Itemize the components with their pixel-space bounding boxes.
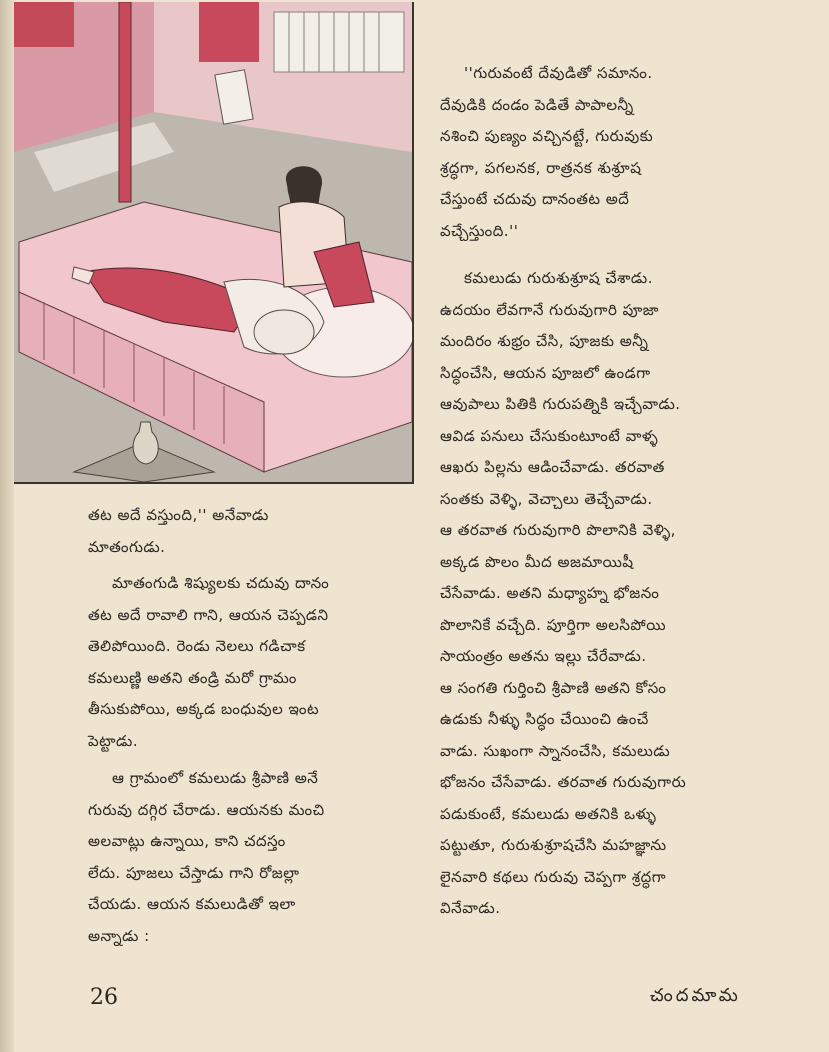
page-spine (0, 0, 14, 1052)
text-line: నశించి పుణ్యం వచ్చినట్టే, గురువుకు (440, 127, 654, 145)
text-line: అలవాట్లు ఉన్నాయి, కాని చదస్తం (88, 832, 286, 850)
text-line: వాడు. సుఖంగా స్నానంచేసి, కమలుడు (440, 741, 671, 760)
text-line: తట అదే వస్తుంది,'' అనేవాడు (88, 506, 269, 524)
text-line: కమలుడు గురుశుశ్రూష చేశాడు. (464, 269, 653, 287)
text-line: తీసుకుపోయి, అక్కడ బంధువుల ఇంట (88, 700, 320, 718)
page-number: 26 (90, 985, 118, 1010)
text-line: వచ్చేస్తుంది.'' (440, 221, 519, 240)
text-line: ఆ గ్రామంలో కమలుడు శ్రీపాణి అనే (112, 769, 319, 787)
text-line: ఆవుపాలు పితికి గురుపత్నికి ఇచ్చేవాడు. (440, 395, 681, 413)
left-paragraph-3 (88, 763, 406, 952)
text-line: పడుకుంటే, కమలుడు అతనికి ఒళ్ళు (440, 804, 657, 823)
text-line: ఆవిడ పనులు చేసుకుంటూంటే వాళ్ళ (440, 426, 659, 445)
text-line: ''గురువంటే దేవుడితో సమానం. (464, 64, 653, 82)
text-line: అక్కడ పొలం మీద అజమాయిషీ (440, 552, 634, 571)
text-line: మందిరం శుభ్రం చేసి, పూజకు అన్నీ (440, 332, 649, 350)
magazine-name: చందమామ (650, 985, 741, 1006)
text-line: చేయడు. ఆయన కమలుడితో ఇలా (88, 895, 296, 913)
text-line: సాయంత్రం అతను ఇల్లు చేరేవాడు. (440, 647, 647, 665)
text-line: పెట్టాడు. (88, 731, 139, 750)
text-line: ఉడుకు నీళ్ళు సిద్ధం చేయించి ఉంచే (440, 710, 649, 728)
text-line: పొలానికే వచ్చేది. పూర్తిగా అలసిపోయి (440, 615, 666, 634)
text-line: గురువు దగ్గిర చేరాడు. ఆయనకు మంచి (88, 800, 325, 819)
text-line: తట అదే రావాలి గాని, ఆయన చెప్పడని (88, 605, 329, 624)
text-line: ఆఖరు పిల్లను ఆడించేవాడు. తరవాత (440, 458, 665, 476)
left-paragraph-1 (88, 500, 406, 563)
text-line: సంతకు వెళ్ళి, వెచ్చాలు తెచ్చేవాడు. (440, 489, 653, 508)
text-line: ఉదయం లేవగానే గురువుగారి పూజా (440, 300, 659, 319)
left-paragraph-2 (88, 568, 406, 757)
text-line: చేసేవాడు. అతని మధ్యాహ్న భోజనం (440, 584, 660, 602)
text-line: చేస్తుంటే చదువు దానంతట అదే (440, 190, 630, 208)
text-line: భోజనం చేసేవాడు. తరవాత గురువుగారు (440, 773, 687, 791)
text-line: మాతంగుడు. (88, 537, 166, 556)
text-line: తెలిపోయింది. రెండు నెలలు గడిచాక (88, 637, 306, 655)
text-line: దేవుడికి దండం పెడితే పాపాలన్నీ (440, 95, 634, 114)
right-paragraph-2 (440, 263, 788, 925)
text-line: శ్రద్ధగా, పగలనక, రాత్రనక శుశ్రూష (440, 158, 642, 177)
text-line: మాతంగుడి శిష్యులకు చదువు దానం (112, 574, 330, 592)
text-line: లేదు. పూజలు చేస్తాడు గాని రోజల్లా (88, 863, 300, 882)
text-line: సిద్ధంచేసి, ఆయన పూజలో ఉండగా (440, 363, 651, 382)
text-line: కమలుణ్ణి అతని తండ్రి మరో గ్రామం (88, 668, 297, 687)
text-line: వినేవాడు. (440, 899, 501, 917)
illustration-drawing (14, 2, 412, 482)
text-line: ఆ తరవాత గురువుగారి పొలానికి వెళ్ళి, (440, 521, 676, 539)
text-line: పట్టుతూ, గురుశుశ్రూషచేసి మహజ్ఞాను (440, 836, 667, 854)
text-line: ఆ సంగతి గుర్తించి శ్రీపాణి అతని కోసం (440, 678, 667, 697)
text-line: అన్నాడు : (88, 926, 150, 945)
right-paragraph-1 (440, 58, 788, 247)
story-illustration (14, 2, 414, 484)
text-line: లైనవారి కథలు గురువు చెప్పగా శ్రద్ధగా (440, 867, 667, 886)
